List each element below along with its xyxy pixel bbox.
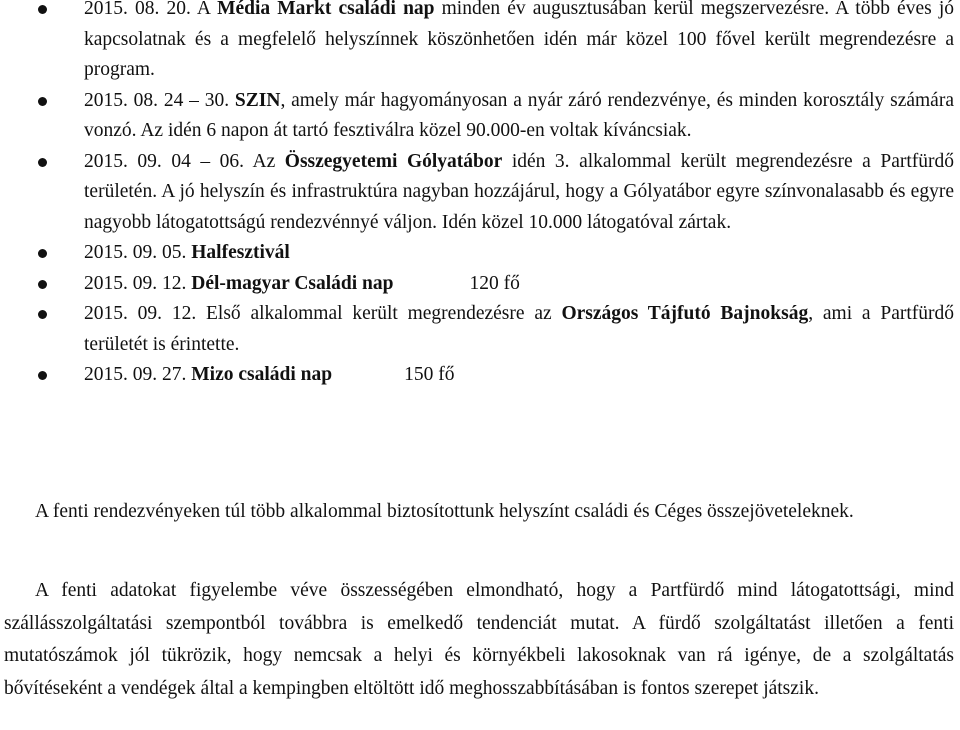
event-date: 2015. 09. 12. [84,272,187,294]
list-item [0,86,960,147]
list-item: 2015. 09. 12. Első alkalommal került megrendezésre az Országos Tájfutó Bajnokság, ami a Partfürdő területét is érintette. [0,299,960,360]
bullet-icon [38,158,47,167]
list-item: 2015. 09. 04 – 06. Az Összegyetemi Gólyatábor idén 3. alkalommal került megrendezésre a Partfürdő területén. A jó helyszín és infrastruktúra nagyban hozzájárul, hogy a Gólyatábor egyre színvonalasabb és egyre nagyobb látogatottságú rendezvénnyé váljon. Idén közel 10.000 látogatóval zártak. [0,147,960,239]
event-name: SZIN [234,89,281,111]
attendance-count: 120 fő [469,272,520,294]
event-name: Halfesztivál [191,242,290,263]
event-date: 2015. 08. 24 – 30. [84,89,230,111]
event-description: minden év augusztusában kerül megszervezésre. A több éves jó kapcsolatnak és a megfelelő helyszínnek köszönhetően idén már közel 100 fővel került megrendezésre a program. [84,0,954,80]
bullet-icon [38,280,47,289]
event-description: , amely már hagyományosan a nyár záró rendezvénye, és minden korosztály számára vonzó. Az idén 6 napon át tartó fesztiválra közel 90.000-en voltak kíváncsiak. [84,89,954,141]
list-item [0,360,960,391]
event-name: Média Markt családi nap [217,0,435,19]
event-name: Összegyetemi Gólyatábor [284,150,503,172]
summary-paragraph: A fenti rendezvényeken túl több alkalommal biztosítottunk helyszínt családi és Céges összejöveteleknek. [35,501,854,522]
bullet-icon [38,97,47,106]
bullet-icon [38,249,47,258]
bullet-icon [38,5,47,14]
conclusion-paragraph: A fenti adatokat figyelembe véve összességében elmondható, hogy a Partfürdő mind látogatottsági, mind szállásszolgáltatási szempontból továbbra is emelkedő tendenciát mutat. A fürdő szolgáltatást illetően a fenti mutatószámok jól tükrözik, hogy nemcsak a helyi és környékbeli lakosoknak van rá igénye, de a szolgáltatás bővítéseként a vendégek által a kempingben eltöltött idő meghosszabbításában is fontos szerepet játszik. [4,580,954,699]
bullet-icon [38,310,47,319]
event-description: idén 3. alkalommal került megrendezésre a Partfürdő területén. A jó helyszín és infrastruktúra nagyban hozzájárul, hogy a Gólyatábor egyre színvonalasabb és egyre nagyobb látogatottságú rendezvénnyé váljon. Idén közel 10.000 látogatóval zártak. [84,150,955,233]
event-description: , ami a Partfürdő területét is érintette. [84,303,955,355]
event-name: Mizo családi nap [191,364,333,385]
list-item: 2015. 08. 20. A Média Markt családi nap minden év augusztusában kerül megszervezésre. A több éves jó kapcsolatnak és a megfelelő helyszínnek köszönhetően idén már közel 100 fővel került megrendezésre a program. [0,0,960,86]
list-item [0,269,960,300]
event-name: Dél-magyar Családi nap [191,272,394,294]
event-date: 2015. 09. 27. [84,364,187,385]
event-date: 2015. 09. 05. [84,242,187,263]
attendance-count: 150 fő [404,364,455,385]
list-item [0,238,960,269]
event-date: 2015. 08. 20. [84,0,191,19]
bullet-icon [38,371,47,380]
event-date: 2015. 09. 12. [84,303,197,324]
event-date: 2015. 09. 04 – 06. [84,150,245,172]
event-name: Országos Tájfutó Bajnokság [561,303,809,324]
